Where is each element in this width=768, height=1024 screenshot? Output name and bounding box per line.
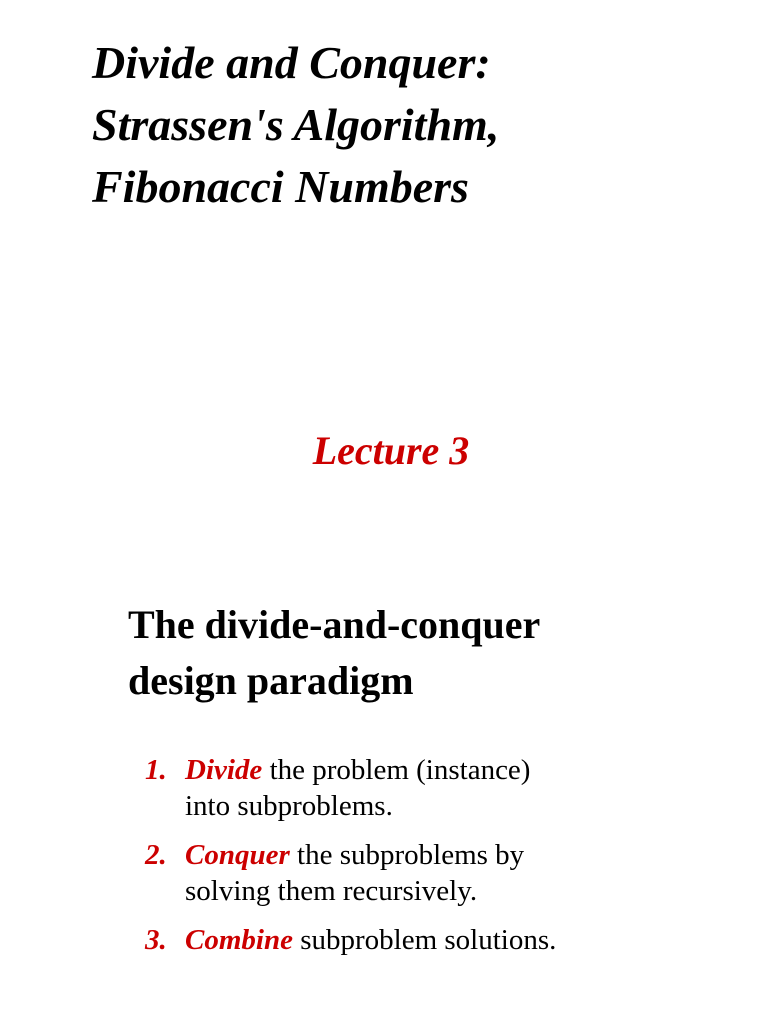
step-number: 3. xyxy=(145,924,167,956)
step-body xyxy=(185,922,755,958)
step-body xyxy=(185,752,755,824)
step-number: 2. xyxy=(145,839,167,871)
step-keyword: Combine xyxy=(185,924,293,956)
slide-title xyxy=(92,32,732,218)
step-combine xyxy=(145,922,755,958)
step-body xyxy=(185,837,755,909)
lecture-label: Lecture 3 xyxy=(312,428,470,473)
step-text-line-1: subproblem solutions. xyxy=(292,924,557,956)
step-conquer xyxy=(145,837,755,909)
step-divide xyxy=(145,752,755,824)
step-keyword: Divide xyxy=(185,754,263,786)
section-heading-line-2: design paradigm xyxy=(128,658,414,703)
step-text-line-1: the problem (instance) xyxy=(262,754,531,786)
paradigm-steps-list xyxy=(145,752,755,971)
slide-title-line-1: Divide and Conquer: xyxy=(92,37,491,88)
step-text-line-2: solving them recursively. xyxy=(185,875,478,907)
step-text-line-2: into subproblems. xyxy=(185,790,393,822)
section-heading xyxy=(128,597,748,709)
step-text-line-1: the subproblems by xyxy=(289,839,525,871)
slide-title-line-3: Fibonacci Numbers xyxy=(92,161,469,212)
step-number: 1. xyxy=(145,754,167,786)
lecture-label-container xyxy=(0,425,768,477)
section-heading-line-1: The divide-and-conquer xyxy=(128,602,541,647)
slide-title-line-2: Strassen's Algorithm, xyxy=(92,99,500,150)
step-keyword: Conquer xyxy=(185,839,290,871)
